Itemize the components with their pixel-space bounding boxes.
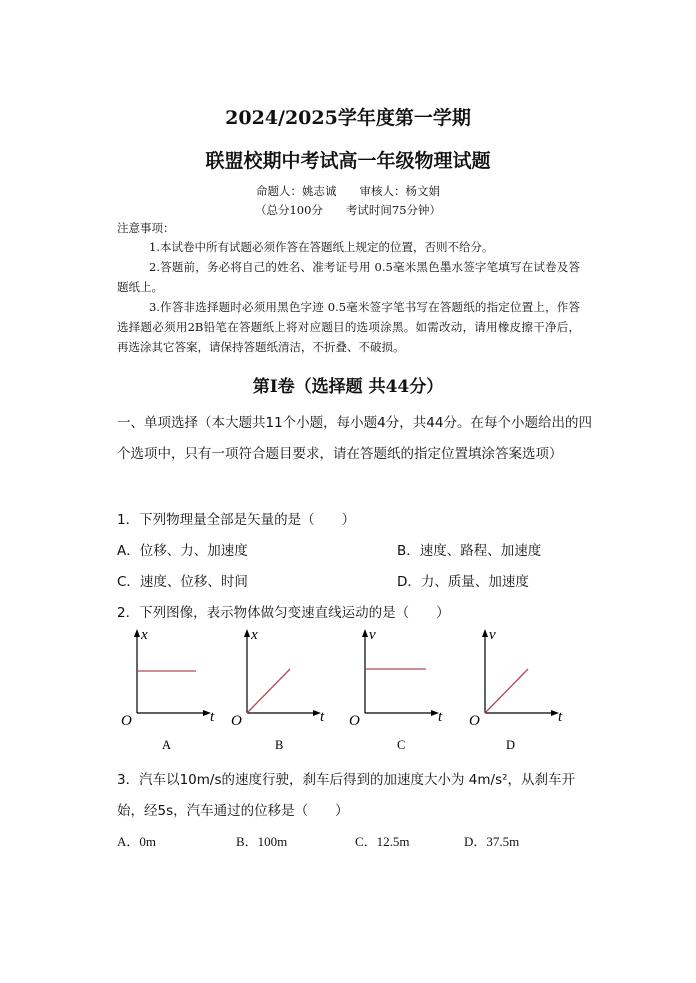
graph-a-y-label: x bbox=[141, 627, 148, 643]
note-item bbox=[117, 297, 580, 357]
graph-c-caption: C bbox=[397, 738, 406, 752]
graph-c-x-label: t bbox=[438, 709, 443, 725]
graph-a-y-arrow bbox=[134, 629, 140, 637]
note-item bbox=[117, 237, 580, 257]
graph-d-y-label: v bbox=[489, 627, 496, 643]
graph-d-origin: O bbox=[469, 713, 480, 729]
graph-d bbox=[469, 627, 563, 752]
graph-a-x-label: t bbox=[210, 709, 215, 725]
q2-graphs bbox=[110, 625, 580, 755]
graph-b-line bbox=[247, 669, 290, 713]
note-item bbox=[117, 257, 580, 297]
graph-b-x-label: t bbox=[320, 709, 325, 725]
graph-c bbox=[349, 627, 443, 752]
q1-option-d: D．力、质量、加速度 bbox=[397, 574, 529, 590]
question-3-stem-line1: 3．汽车以10m/s的速度行驶，刹车后得到的加速度大小为 4m/s²，从刹车开 bbox=[117, 772, 576, 788]
graph-a-caption: A bbox=[162, 738, 172, 752]
question-1-stem: 1．下列物理量全部是矢量的是（ ） bbox=[117, 512, 356, 528]
score-time-line: （总分100分 考试时间75分钟） bbox=[254, 203, 442, 217]
graph-b-y-arrow bbox=[244, 629, 250, 637]
exam-title: 联盟校期中考试高一年级物理试题 bbox=[205, 150, 491, 172]
note-text: 2.答题前，务必将自己的姓名、准考证号用 0.5毫米黑色墨水签字笔填写在试卷及答题纸上。 bbox=[117, 260, 580, 294]
exam-term-title: 2024/2025学年度第一学期 bbox=[225, 107, 471, 129]
q1-option-b: B．速度、路程、加速度 bbox=[397, 543, 542, 559]
q3-option-b: B．100m bbox=[236, 834, 288, 849]
author-line: 命题人：姚志诚 审核人：杨文娟 bbox=[256, 184, 440, 198]
section-instructions: 一、单项选择（本大题共11个小题，每小题4分，共44分。在每个小题给出的四个选项中，只有一项符合题目要求，请在答题纸的指定位置填涂答案选项） bbox=[117, 415, 592, 462]
graph-d-y-arrow bbox=[482, 629, 488, 637]
q1-option-a: A．位移、力、加速度 bbox=[117, 543, 248, 559]
graph-d-caption: D bbox=[506, 738, 516, 752]
q3-option-a: A．0m bbox=[117, 834, 157, 849]
q3-option-c: C．12.5m bbox=[355, 834, 410, 849]
note-text: 3.作答非选择题时必须用黑色字迹 0.5毫米签字笔书写在答题纸的指定位置上，作答选择题必须用2B铅笔在答题纸上将对应题目的选项涂黑。如需改动，请用橡皮擦干净后，再选涂其它答案，请保持答题纸清洁，不折叠、不破损。 bbox=[117, 300, 580, 354]
graph-c-y-label: v bbox=[369, 627, 376, 643]
graph-d-x-label: t bbox=[558, 709, 563, 725]
graph-a-origin: O bbox=[121, 713, 132, 729]
graph-c-origin: O bbox=[349, 713, 360, 729]
graph-b-caption: B bbox=[275, 738, 284, 752]
question-3-stem-line2: 始，经5s，汽车通过的位移是（ ） bbox=[117, 803, 349, 819]
section-title: 第Ⅰ卷（选择题 共44分） bbox=[252, 377, 444, 397]
graph-b-origin: O bbox=[231, 713, 242, 729]
q1-option-c: C．速度、位移、时间 bbox=[117, 574, 248, 590]
q3-option-d: D．37.5m bbox=[464, 834, 520, 849]
note-text: 1.本试卷中所有试题必须作答在答题纸上规定的位置，否则不给分。 bbox=[149, 240, 494, 254]
notes-heading: 注意事项： bbox=[117, 221, 175, 235]
question-2-stem: 2．下列图像，表示物体做匀变速直线运动的是（ ） bbox=[117, 605, 450, 621]
graph-b bbox=[231, 627, 325, 752]
graph-a bbox=[121, 627, 215, 752]
graph-d-line bbox=[485, 669, 528, 713]
graph-b-y-label: x bbox=[251, 627, 258, 643]
graph-c-y-arrow bbox=[362, 629, 368, 637]
